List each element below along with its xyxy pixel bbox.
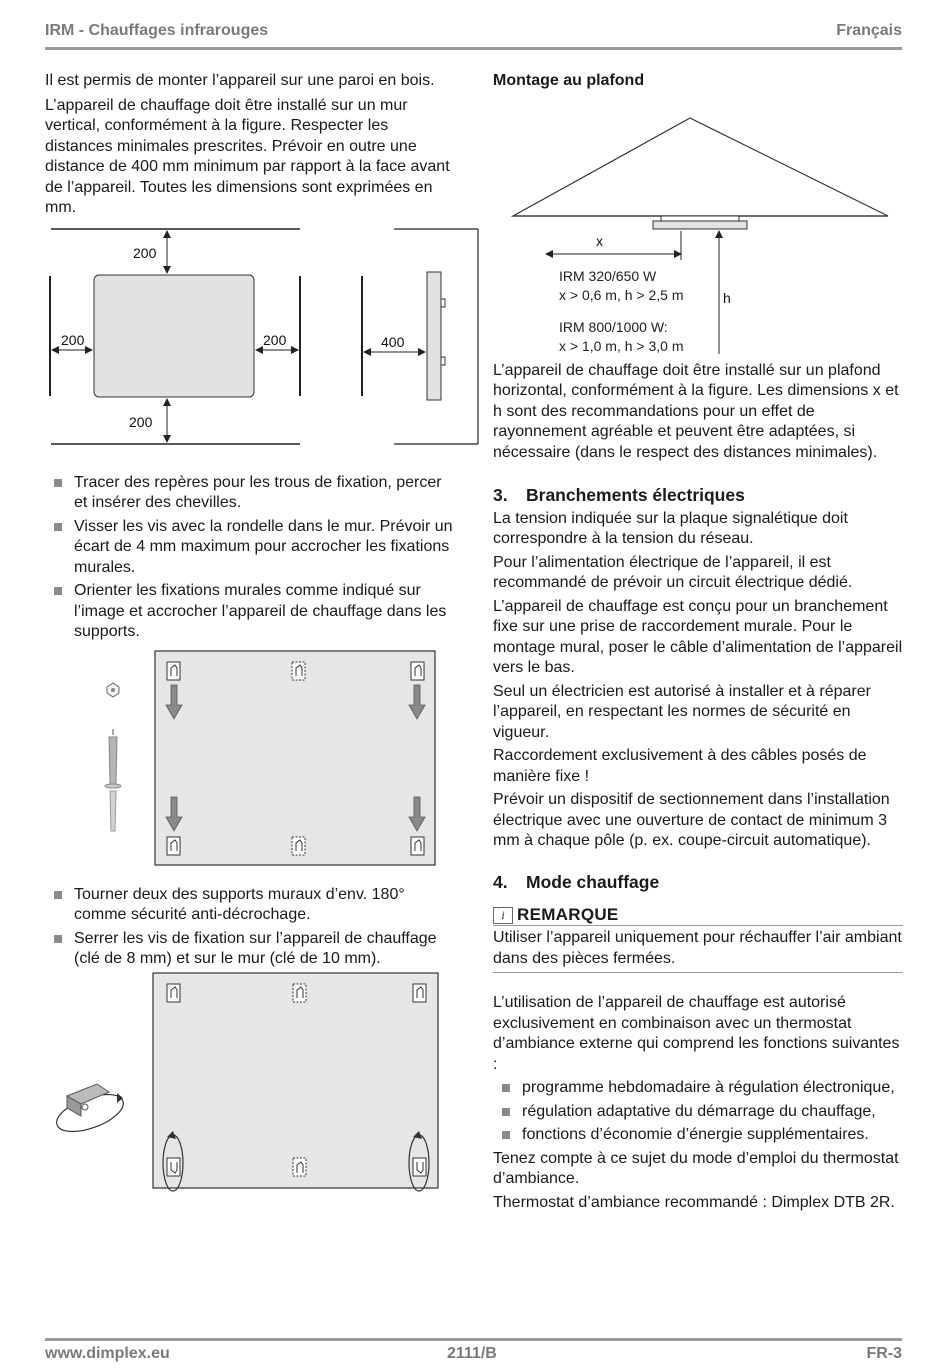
- safety-steps-list: [45, 885, 455, 970]
- paragraph-thermostat-recommended: Thermostat d’ambiance recommandé : Dimplex DTB 2R.: [493, 1193, 895, 1211]
- footer-website: www.dimplex.eu: [45, 1345, 170, 1362]
- note-title: REMARQUE: [517, 905, 619, 925]
- paragraph-wood-wall: Il est permis de monter l’appareil sur une paroi en bois.: [45, 72, 435, 89]
- heater-back-panel: [153, 973, 438, 1188]
- list-item: Tourner deux des supports muraux d’env. 180° comme sécurité anti-décrochage.: [45, 885, 455, 926]
- header-language: Français: [836, 22, 902, 39]
- paragraph-fixed-cables: Raccordement exclusivement à des câbles posés de manière fixe !: [493, 747, 867, 785]
- note-text: Utiliser l’appareil uniquement pour réchauffer l’air ambiant dans des pièces fermées.: [493, 926, 903, 973]
- list-item: fonctions d’économie d’énergie supplémentaires.: [493, 1125, 903, 1146]
- note-box: [493, 906, 903, 973]
- footer-doc-code: 2111/B: [447, 1345, 497, 1362]
- clearance-bottom-label: 200: [129, 413, 153, 430]
- wall-clearance-diagram: [45, 229, 455, 461]
- note-header: [493, 906, 903, 926]
- paragraph-thermostat-required: L’utilisation de l’appareil de chauffage est autorisé exclusivement en combinaison avec un thermostat d’ambiance externe qui comprend les fonctions suivantes :: [493, 994, 900, 1073]
- section-3-heading: 3. Branchements électriques: [493, 485, 745, 505]
- install-steps-list: [45, 473, 455, 643]
- list-item: Orienter les fixations murales comme indiqué sur l’image et accrocher l’appareil de chauffage dans les supports.: [45, 581, 455, 643]
- paragraph-fixed-connection: L’appareil de chauffage est conçu pour un branchement fixe sur une prise de raccordement murale. Pour le montage mural, poser le câble d’alimentation de l’appareil vers le bas.: [493, 597, 903, 676]
- list-item: régulation adaptative du démarrage du chauffage,: [493, 1102, 903, 1123]
- bracket-rotation-diagram: [45, 973, 455, 1191]
- list-item: Serrer les vis de fixation sur l’appareil de chauffage (clé de 8 mm) et sur le mur (clé de 10 mm).: [45, 929, 455, 970]
- ceiling-mount-title: Montage au plafond: [493, 72, 645, 89]
- list-item: Visser les vis avec la rondelle dans le mur. Prévoir un écart de 4 mm maximum pour accrocher les fixations murales.: [45, 517, 455, 579]
- model-large-spec: x > 1,0 m, h > 3,0 m: [559, 337, 684, 354]
- thermostat-functions-list: [493, 1078, 903, 1146]
- bracket-rotate-icon: [52, 1084, 128, 1139]
- list-item: programme hebdomadaire à régulation électronique,: [493, 1078, 903, 1099]
- ceiling-mount-diagram: [493, 96, 903, 354]
- hanging-diagram: [45, 651, 455, 873]
- right-column: [493, 71, 903, 1216]
- footer-page-number: FR-3: [866, 1345, 902, 1362]
- left-column: [45, 71, 455, 1191]
- model-small-label: IRM 320/650 W: [559, 267, 657, 284]
- info-icon: i: [493, 907, 513, 924]
- wall-plug-screw-icon: [105, 683, 121, 831]
- dimension-x-label: x: [596, 232, 603, 249]
- clearance-top-label: 200: [133, 244, 157, 261]
- paragraph-electrician: Seul un électricien est autorisé à installer et à réparer l’appareil, en respectant les normes de sécurité en vigueur.: [493, 682, 871, 741]
- paragraph-isolator: Prévoir un dispositif de sectionnement dans l’installation électrique avec une ouverture de contact de minimum 3 mm à chaque pôle (p. ex. coupe-circuit automatique).: [493, 791, 890, 849]
- page-footer: [45, 1338, 902, 1366]
- paragraph-ceiling: L’appareil de chauffage doit être installé sur un plafond horizontal, conformément à la figure. Les dimensions x et h sont des recommandations pour un effet de rayonnement agréable et peuvent être adaptées, si nécessaire (dans le respect des distances minimales).: [493, 361, 899, 461]
- clearance-front-label: 400: [381, 333, 405, 350]
- model-large-label: IRM 800/1000 W:: [559, 318, 668, 335]
- section-4-heading: 4. Mode chauffage: [493, 871, 660, 892]
- paragraph-thermostat-manual: Tenez compte à ce sujet du mode d’emploi du thermostat d’ambiance.: [493, 1149, 899, 1187]
- heater-side-view: [427, 272, 441, 400]
- ceiling-heater: [653, 221, 747, 229]
- paragraph-wall-install: L’appareil de chauffage doit être installé sur un mur vertical, conformément à la figure. Respecter les distances minimales prescrites. Prévoir en outre une distance de 400 mm minimum par rapport à la face avant de l’appareil. Toutes les dimensions sont exprimées en mm.: [45, 96, 450, 216]
- heater-back-panel: [155, 651, 435, 865]
- list-item: Tracer des repères pour les trous de fixation, percer et insérer des chevilles.: [45, 473, 455, 514]
- page-header: [45, 22, 902, 50]
- dimension-h-label: h: [723, 289, 731, 306]
- model-small-spec: x > 0,6 m, h > 2,5 m: [559, 286, 684, 303]
- header-title: IRM - Chauffages infrarouges: [45, 22, 269, 39]
- clearance-left-label: 200: [61, 331, 85, 348]
- heater-front-view: [94, 275, 254, 397]
- clearance-right-label: 200: [263, 331, 287, 348]
- paragraph-voltage: La tension indiquée sur la plaque signalétique doit correspondre à la tension du réseau.: [493, 509, 848, 547]
- paragraph-circuit: Pour l’alimentation électrique de l’appareil, il est recommandé de prévoir un circuit électrique dédié.: [493, 553, 853, 591]
